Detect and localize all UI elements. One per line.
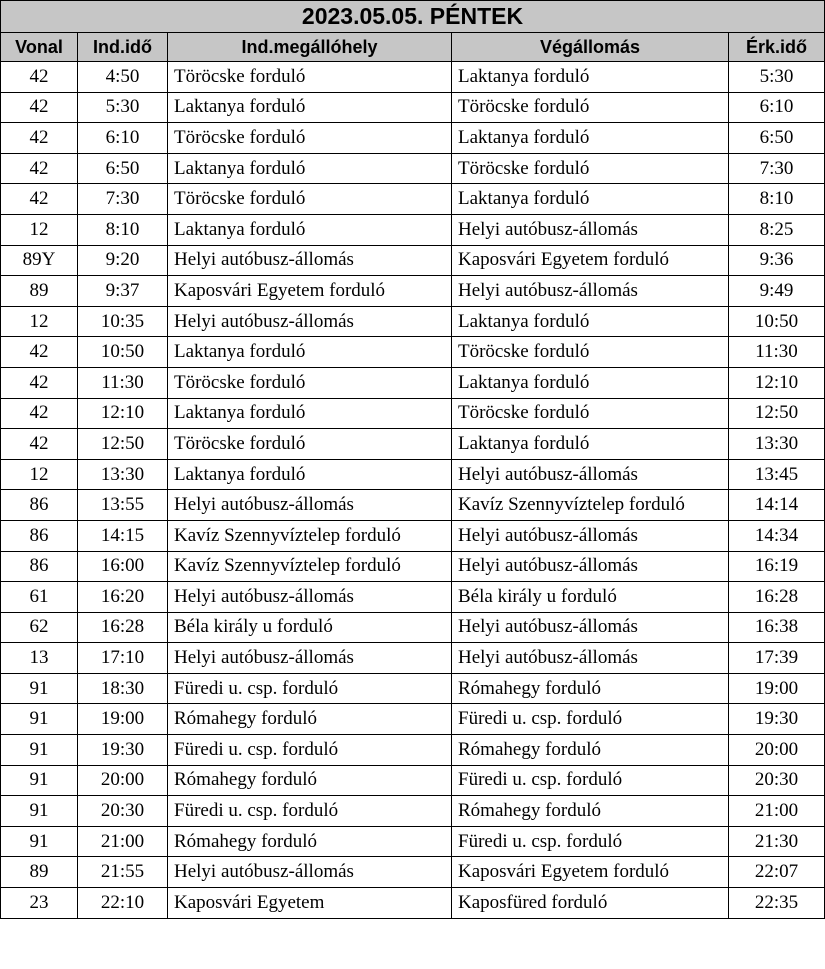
cell-arrival-time: 12:50 — [729, 398, 825, 429]
cell-departure-stop: Rómahegy forduló — [168, 826, 452, 857]
cell-line: 12 — [1, 306, 78, 337]
cell-arrival-time: 14:14 — [729, 490, 825, 521]
table-row — [1, 367, 825, 398]
cell-departure-time: 13:30 — [78, 459, 168, 490]
header-departure-stop: Ind.megállóhely — [168, 33, 452, 62]
cell-arrival-time: 21:30 — [729, 826, 825, 857]
cell-terminus: Laktanya forduló — [452, 123, 729, 154]
cell-arrival-time: 8:25 — [729, 214, 825, 245]
cell-line: 86 — [1, 551, 78, 582]
cell-line: 42 — [1, 92, 78, 123]
cell-departure-time: 21:55 — [78, 857, 168, 888]
cell-line: 42 — [1, 337, 78, 368]
cell-arrival-time: 17:39 — [729, 643, 825, 674]
cell-line: 91 — [1, 735, 78, 766]
table-row — [1, 62, 825, 93]
cell-departure-stop: Rómahegy forduló — [168, 704, 452, 735]
cell-departure-stop: Kavíz Szennyvíztelep forduló — [168, 551, 452, 582]
table-row — [1, 214, 825, 245]
cell-line: 12 — [1, 214, 78, 245]
table-row — [1, 398, 825, 429]
cell-departure-time: 6:10 — [78, 123, 168, 154]
cell-departure-stop: Töröcske forduló — [168, 367, 452, 398]
cell-terminus: Töröcske forduló — [452, 398, 729, 429]
cell-departure-stop: Helyi autóbusz-állomás — [168, 643, 452, 674]
header-terminus: Végállomás — [452, 33, 729, 62]
table-row — [1, 337, 825, 368]
cell-arrival-time: 13:30 — [729, 429, 825, 460]
cell-departure-time: 11:30 — [78, 367, 168, 398]
cell-departure-stop: Laktanya forduló — [168, 153, 452, 184]
cell-terminus: Füredi u. csp. forduló — [452, 704, 729, 735]
cell-departure-time: 18:30 — [78, 673, 168, 704]
cell-departure-time: 13:55 — [78, 490, 168, 521]
table-row — [1, 888, 825, 919]
cell-arrival-time: 16:38 — [729, 612, 825, 643]
cell-arrival-time: 11:30 — [729, 337, 825, 368]
cell-departure-time: 21:00 — [78, 826, 168, 857]
table-row — [1, 826, 825, 857]
cell-departure-time: 16:00 — [78, 551, 168, 582]
cell-arrival-time: 13:45 — [729, 459, 825, 490]
cell-departure-time: 14:15 — [78, 520, 168, 551]
cell-departure-time: 19:00 — [78, 704, 168, 735]
cell-departure-time: 10:50 — [78, 337, 168, 368]
table-row — [1, 429, 825, 460]
cell-arrival-time: 19:00 — [729, 673, 825, 704]
table-row — [1, 245, 825, 276]
cell-terminus: Helyi autóbusz-állomás — [452, 520, 729, 551]
cell-arrival-time: 9:36 — [729, 245, 825, 276]
cell-departure-stop: Helyi autóbusz-állomás — [168, 582, 452, 613]
cell-arrival-time: 10:50 — [729, 306, 825, 337]
table-row — [1, 306, 825, 337]
cell-line: 91 — [1, 765, 78, 796]
cell-departure-stop: Kavíz Szennyvíztelep forduló — [168, 520, 452, 551]
cell-terminus: Helyi autóbusz-állomás — [452, 612, 729, 643]
cell-arrival-time: 20:30 — [729, 765, 825, 796]
cell-departure-time: 4:50 — [78, 62, 168, 93]
cell-terminus: Helyi autóbusz-állomás — [452, 276, 729, 307]
cell-terminus: Kaposvári Egyetem forduló — [452, 857, 729, 888]
cell-arrival-time: 19:30 — [729, 704, 825, 735]
cell-line: 42 — [1, 153, 78, 184]
cell-arrival-time: 14:34 — [729, 520, 825, 551]
cell-arrival-time: 5:30 — [729, 62, 825, 93]
cell-arrival-time: 6:50 — [729, 123, 825, 154]
table-row — [1, 153, 825, 184]
cell-departure-stop: Helyi autóbusz-állomás — [168, 306, 452, 337]
cell-departure-stop: Töröcske forduló — [168, 123, 452, 154]
header-departure-time: Ind.idő — [78, 33, 168, 62]
cell-line: 91 — [1, 796, 78, 827]
cell-departure-stop: Füredi u. csp. forduló — [168, 673, 452, 704]
cell-line: 42 — [1, 123, 78, 154]
cell-line: 42 — [1, 184, 78, 215]
table-row — [1, 643, 825, 674]
cell-departure-stop: Rómahegy forduló — [168, 765, 452, 796]
cell-departure-time: 19:30 — [78, 735, 168, 766]
table-row — [1, 582, 825, 613]
cell-departure-time: 9:37 — [78, 276, 168, 307]
table-row — [1, 857, 825, 888]
cell-line: 91 — [1, 826, 78, 857]
cell-terminus: Laktanya forduló — [452, 429, 729, 460]
cell-line: 42 — [1, 398, 78, 429]
cell-arrival-time: 6:10 — [729, 92, 825, 123]
table-row — [1, 704, 825, 735]
cell-arrival-time: 16:28 — [729, 582, 825, 613]
cell-departure-stop: Helyi autóbusz-állomás — [168, 490, 452, 521]
table-row — [1, 184, 825, 215]
table-row — [1, 735, 825, 766]
cell-terminus: Helyi autóbusz-állomás — [452, 643, 729, 674]
header-line: Vonal — [1, 33, 78, 62]
cell-terminus: Laktanya forduló — [452, 306, 729, 337]
cell-line: 13 — [1, 643, 78, 674]
header-row — [1, 33, 825, 62]
cell-line: 42 — [1, 62, 78, 93]
cell-terminus: Laktanya forduló — [452, 367, 729, 398]
cell-departure-stop: Kaposvári Egyetem forduló — [168, 276, 452, 307]
cell-departure-stop: Töröcske forduló — [168, 62, 452, 93]
table-row — [1, 551, 825, 582]
cell-terminus: Helyi autóbusz-állomás — [452, 214, 729, 245]
table-row — [1, 276, 825, 307]
cell-departure-time: 12:50 — [78, 429, 168, 460]
cell-departure-time: 17:10 — [78, 643, 168, 674]
cell-departure-stop: Béla király u forduló — [168, 612, 452, 643]
cell-terminus: Füredi u. csp. forduló — [452, 765, 729, 796]
cell-departure-stop: Laktanya forduló — [168, 459, 452, 490]
cell-departure-time: 16:20 — [78, 582, 168, 613]
timetable-title: 2023.05.05. PÉNTEK — [1, 1, 825, 33]
table-row — [1, 673, 825, 704]
cell-terminus: Kaposfüred forduló — [452, 888, 729, 919]
cell-terminus: Töröcske forduló — [452, 337, 729, 368]
cell-arrival-time: 22:35 — [729, 888, 825, 919]
cell-arrival-time: 8:10 — [729, 184, 825, 215]
cell-arrival-time: 16:19 — [729, 551, 825, 582]
cell-arrival-time: 7:30 — [729, 153, 825, 184]
cell-terminus: Laktanya forduló — [452, 62, 729, 93]
table-row — [1, 796, 825, 827]
cell-terminus: Béla király u forduló — [452, 582, 729, 613]
table-row — [1, 459, 825, 490]
cell-departure-time: 7:30 — [78, 184, 168, 215]
cell-departure-time: 10:35 — [78, 306, 168, 337]
cell-line: 61 — [1, 582, 78, 613]
table-row — [1, 92, 825, 123]
cell-departure-stop: Helyi autóbusz-állomás — [168, 245, 452, 276]
cell-terminus: Töröcske forduló — [452, 153, 729, 184]
cell-departure-time: 12:10 — [78, 398, 168, 429]
cell-departure-stop: Laktanya forduló — [168, 214, 452, 245]
cell-departure-time: 22:10 — [78, 888, 168, 919]
table-row — [1, 123, 825, 154]
cell-departure-time: 20:00 — [78, 765, 168, 796]
cell-departure-stop: Füredi u. csp. forduló — [168, 735, 452, 766]
cell-departure-stop: Kaposvári Egyetem — [168, 888, 452, 919]
cell-arrival-time: 9:49 — [729, 276, 825, 307]
cell-terminus: Töröcske forduló — [452, 92, 729, 123]
cell-line: 42 — [1, 429, 78, 460]
cell-terminus: Laktanya forduló — [452, 184, 729, 215]
table-row — [1, 765, 825, 796]
cell-departure-time: 5:30 — [78, 92, 168, 123]
cell-arrival-time: 22:07 — [729, 857, 825, 888]
header-arrival-time: Érk.idő — [729, 33, 825, 62]
table-row — [1, 490, 825, 521]
cell-departure-stop: Töröcske forduló — [168, 429, 452, 460]
cell-departure-time: 16:28 — [78, 612, 168, 643]
cell-line: 86 — [1, 520, 78, 551]
cell-arrival-time: 20:00 — [729, 735, 825, 766]
cell-terminus: Rómahegy forduló — [452, 735, 729, 766]
cell-terminus: Kaposvári Egyetem forduló — [452, 245, 729, 276]
cell-line: 62 — [1, 612, 78, 643]
cell-departure-time: 6:50 — [78, 153, 168, 184]
cell-line: 91 — [1, 704, 78, 735]
cell-departure-stop: Laktanya forduló — [168, 398, 452, 429]
table-row — [1, 612, 825, 643]
cell-departure-stop: Laktanya forduló — [168, 337, 452, 368]
cell-arrival-time: 21:00 — [729, 796, 825, 827]
cell-terminus: Füredi u. csp. forduló — [452, 826, 729, 857]
cell-terminus: Helyi autóbusz-állomás — [452, 459, 729, 490]
cell-line: 12 — [1, 459, 78, 490]
cell-departure-stop: Füredi u. csp. forduló — [168, 796, 452, 827]
cell-terminus: Kavíz Szennyvíztelep forduló — [452, 490, 729, 521]
cell-line: 89 — [1, 857, 78, 888]
cell-departure-stop: Helyi autóbusz-állomás — [168, 857, 452, 888]
cell-line: 91 — [1, 673, 78, 704]
cell-terminus: Helyi autóbusz-állomás — [452, 551, 729, 582]
cell-departure-time: 20:30 — [78, 796, 168, 827]
cell-terminus: Rómahegy forduló — [452, 673, 729, 704]
cell-departure-stop: Laktanya forduló — [168, 92, 452, 123]
cell-line: 89 — [1, 276, 78, 307]
table-row — [1, 520, 825, 551]
cell-departure-time: 8:10 — [78, 214, 168, 245]
cell-line: 42 — [1, 367, 78, 398]
cell-line: 23 — [1, 888, 78, 919]
cell-departure-time: 9:20 — [78, 245, 168, 276]
cell-arrival-time: 12:10 — [729, 367, 825, 398]
cell-line: 89Y — [1, 245, 78, 276]
cell-departure-stop: Töröcske forduló — [168, 184, 452, 215]
cell-terminus: Rómahegy forduló — [452, 796, 729, 827]
cell-line: 86 — [1, 490, 78, 521]
